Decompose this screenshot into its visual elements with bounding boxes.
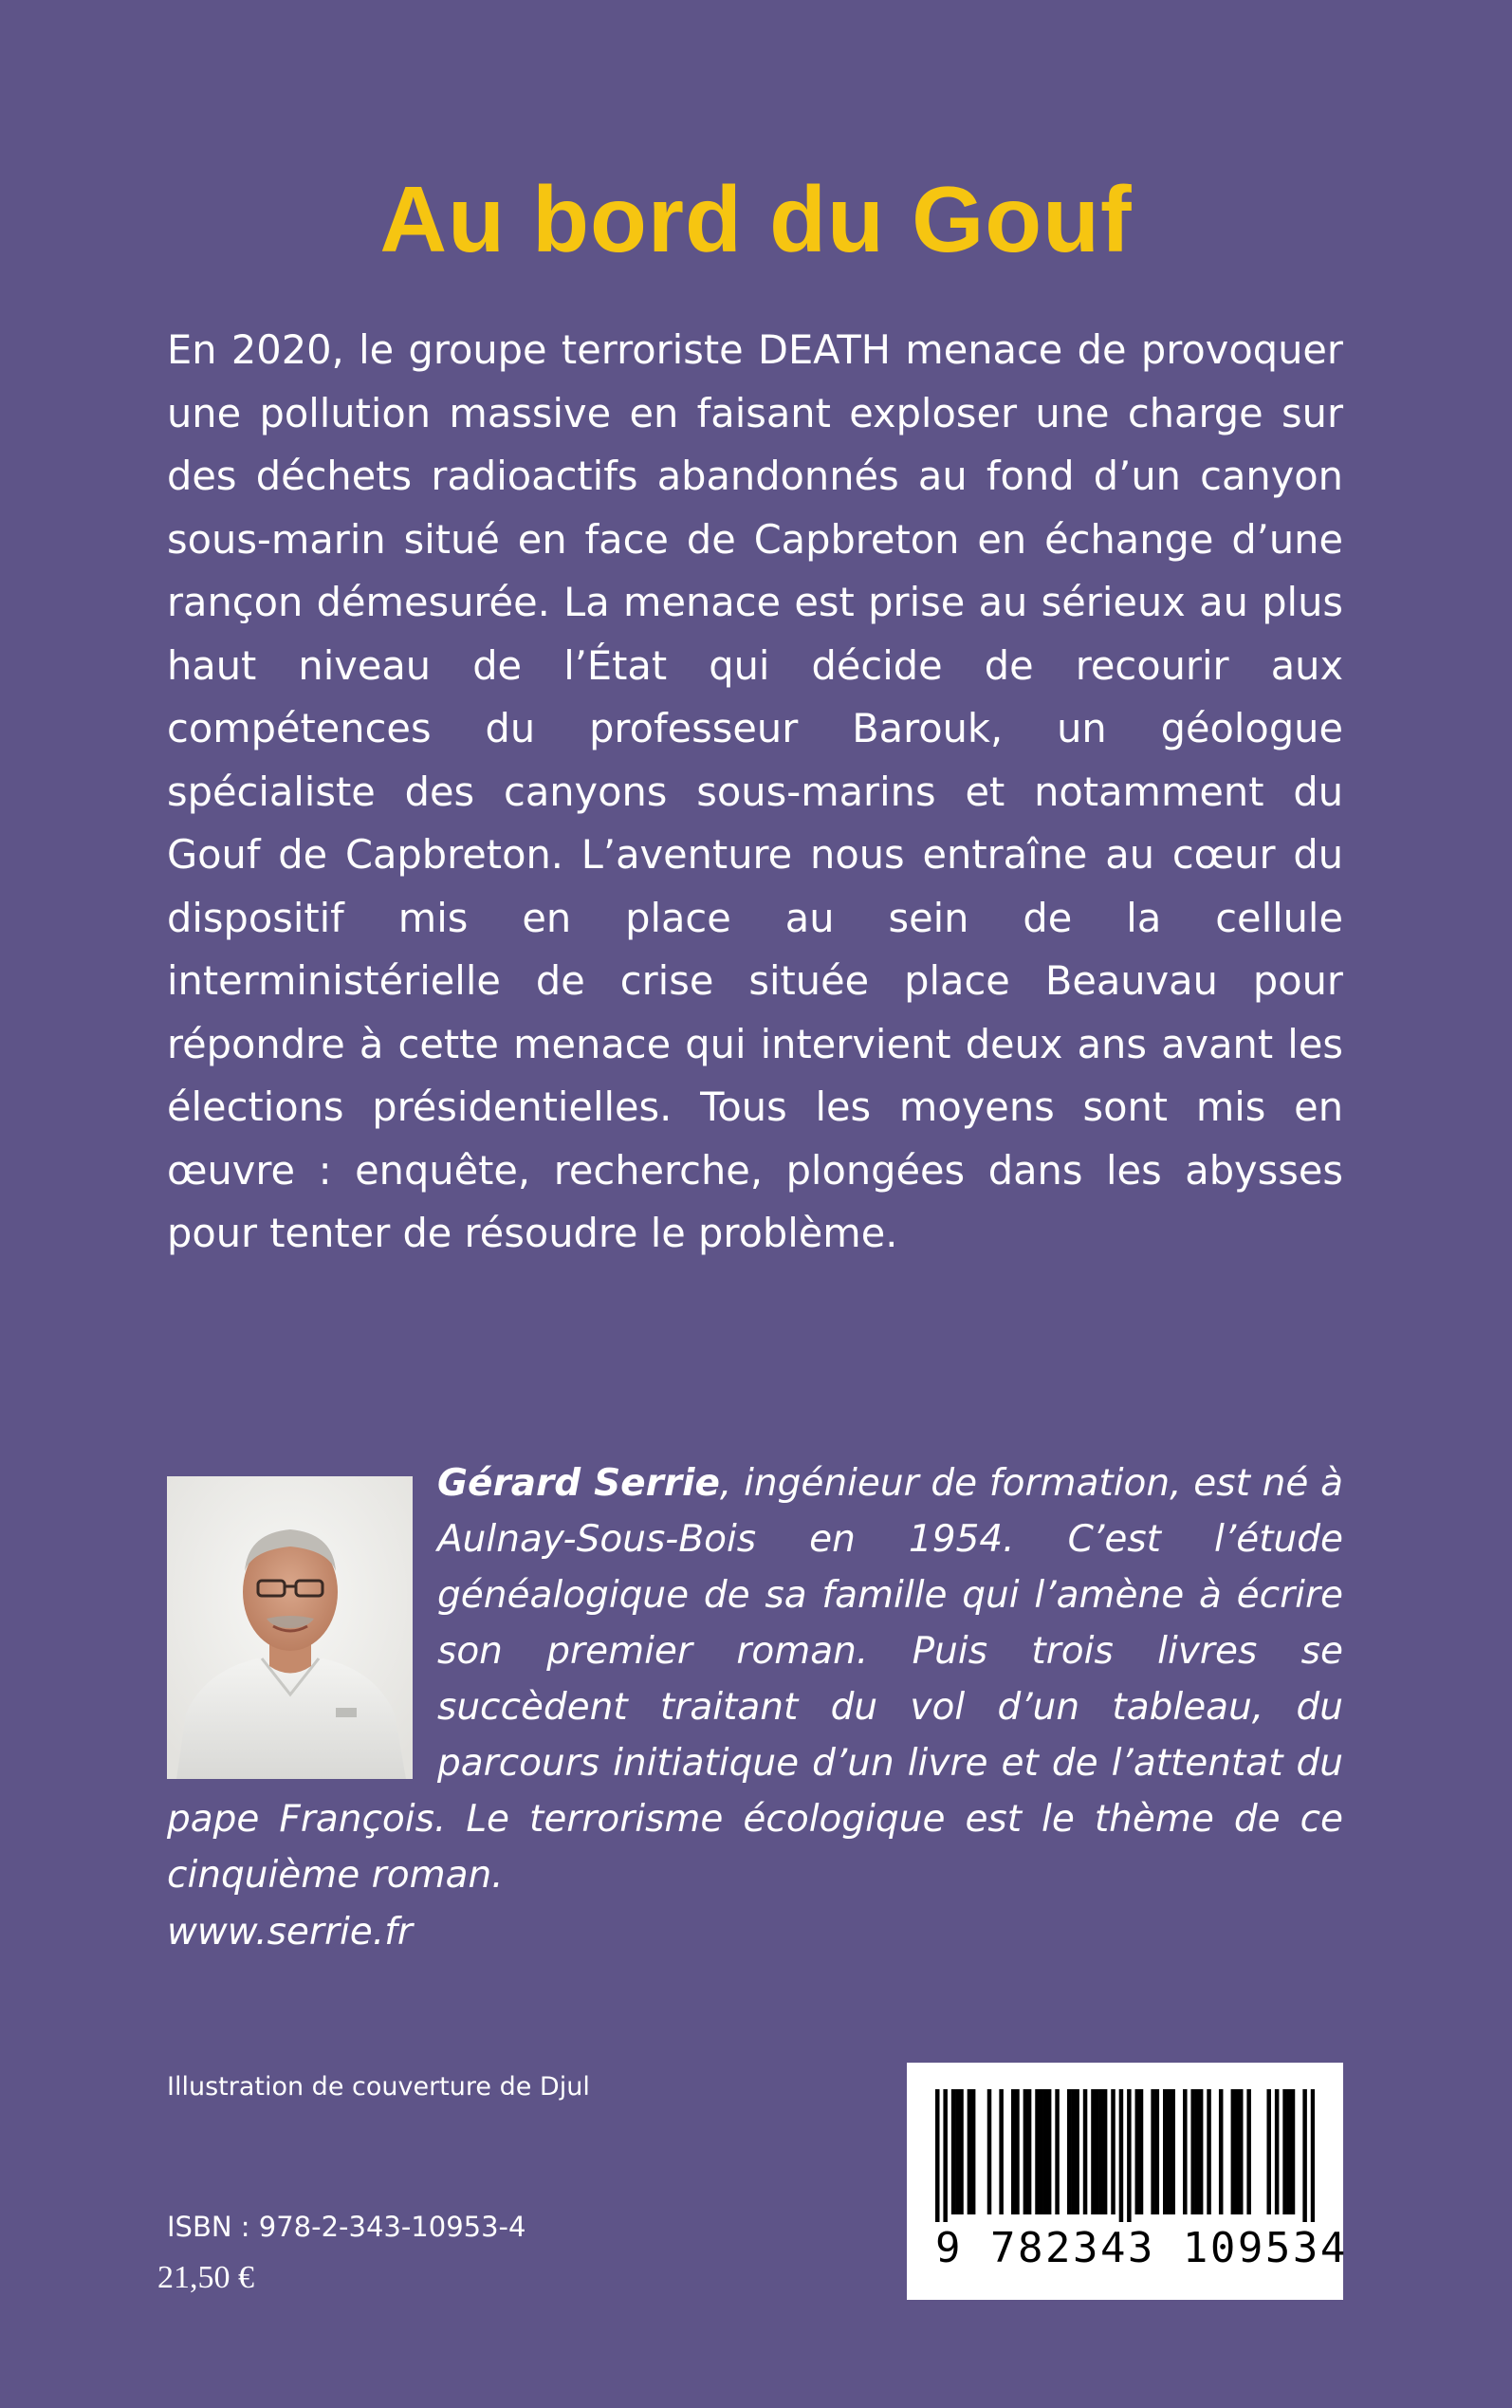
barcode-bar (1302, 2089, 1307, 2222)
barcode-digits: 9 782343 109534 (935, 2224, 1348, 2272)
barcode-bar (1027, 2089, 1032, 2214)
barcode-bar (1246, 2089, 1251, 2214)
barcode-bar (1035, 2089, 1040, 2214)
barcode-bar (955, 2089, 960, 2214)
barcode-bar (971, 2089, 976, 2214)
barcode-bar (1163, 2089, 1168, 2214)
barcode-bar (1199, 2089, 1204, 2214)
barcode-bar (1155, 2089, 1160, 2214)
barcode-bar (1231, 2089, 1236, 2214)
barcode-bar (1275, 2089, 1280, 2214)
author-website-link[interactable]: www.serrie.fr (167, 1911, 413, 1954)
barcode-bar (943, 2089, 948, 2222)
barcode-bar (1111, 2089, 1116, 2214)
barcode-bar (1195, 2089, 1200, 2214)
barcode-bar (1135, 2089, 1140, 2214)
barcode-bar (1047, 2089, 1052, 2214)
barcode-bar (1127, 2089, 1132, 2222)
barcode-bar (968, 2089, 972, 2214)
barcode-bar (1083, 2089, 1088, 2214)
author-name: Gérard Serrie (437, 1462, 720, 1505)
barcode-bar (1095, 2089, 1099, 2214)
barcode-bar (1266, 2089, 1271, 2214)
barcode-bar (1183, 2089, 1188, 2214)
barcode-bar (1282, 2089, 1287, 2214)
barcode-bar (1235, 2089, 1240, 2214)
barcode-bar (1151, 2089, 1155, 2214)
author-bio-text: , ingénieur de formation, est né à Aulnay-Sous-Bois en 1954. C’est l’étude généalogique de sa famille qui l’amène à écrire son premier roman. Puis trois livres se succèdent traitant du vol d’un tableau, du parcours initiatique d’un livre et de l’attentat du pape François. Le terrorisme écologique est le thème de ce cinquième roman. (167, 1462, 1343, 1897)
barcode-bar (1055, 2089, 1060, 2214)
barcode-bar (999, 2089, 1004, 2214)
barcode-bar (1067, 2089, 1072, 2214)
barcode-bar (1239, 2089, 1244, 2214)
barcode-bar (1190, 2089, 1195, 2214)
barcode-bar (935, 2089, 940, 2222)
barcode-bar (959, 2089, 964, 2214)
barcode-bar (1119, 2089, 1124, 2222)
barcode-bars (935, 2089, 1315, 2222)
barcode-bar (1287, 2089, 1292, 2214)
price-label: 21,50 € (157, 2260, 254, 2295)
barcode-bar (1023, 2089, 1028, 2214)
barcode-bar (987, 2089, 992, 2214)
barcode-bar (1099, 2089, 1104, 2214)
barcode-bar (1139, 2089, 1144, 2214)
illustration-credit: Illustration de couverture de Djul (167, 2072, 590, 2102)
barcode-bar (1043, 2089, 1048, 2214)
barcode-bar (1015, 2089, 1020, 2214)
synopsis-text: En 2020, le groupe terroriste DEATH menace de provoquer une pollution massive en faisant exploser une charge sur des déchets radioactifs abandonnés au fond d’un canyon sous-marin situé en face de Capbreton en échange d’une rançon démesurée. La menace est prise au sérieux au plus haut niveau de l’État qui décide de recourir aux compétences du professeur Barouk, un géologue spécialiste des canyons sous-marins et notamment du Gouf de Capbreton. L’aventure nous entraîne au cœur du dispositif mis en place au sein de la cellule interministérielle de crise située place Beauvau pour répondre à cette menace qui intervient deux ans avant les élections présidentielles. Tous les moyens sont mis en œuvre : enquête, recherche, plongées dans les abysses pour tenter de résoudre le problème. (167, 326, 1343, 1256)
barcode-bar (1039, 2089, 1043, 2214)
isbn-label: ISBN : 978-2-343-10953-4 (167, 2211, 526, 2243)
barcode-bar (1167, 2089, 1171, 2214)
barcode-bar (951, 2089, 956, 2214)
barcode-bar (1207, 2089, 1211, 2214)
barcode-bar (1091, 2089, 1096, 2214)
barcode-bar (1311, 2089, 1315, 2222)
barcode-bar (1291, 2089, 1296, 2214)
barcode-bar (1075, 2089, 1079, 2214)
book-title: Au bord du Gouf (379, 167, 1133, 271)
barcode-bar (1219, 2089, 1224, 2214)
author-bio (167, 1455, 1343, 1903)
barcode-bar (1071, 2089, 1076, 2214)
barcode (907, 2063, 1348, 2300)
barcode-bar (1103, 2089, 1108, 2214)
barcode-bar (1171, 2089, 1175, 2214)
barcode-bar (1011, 2089, 1016, 2214)
